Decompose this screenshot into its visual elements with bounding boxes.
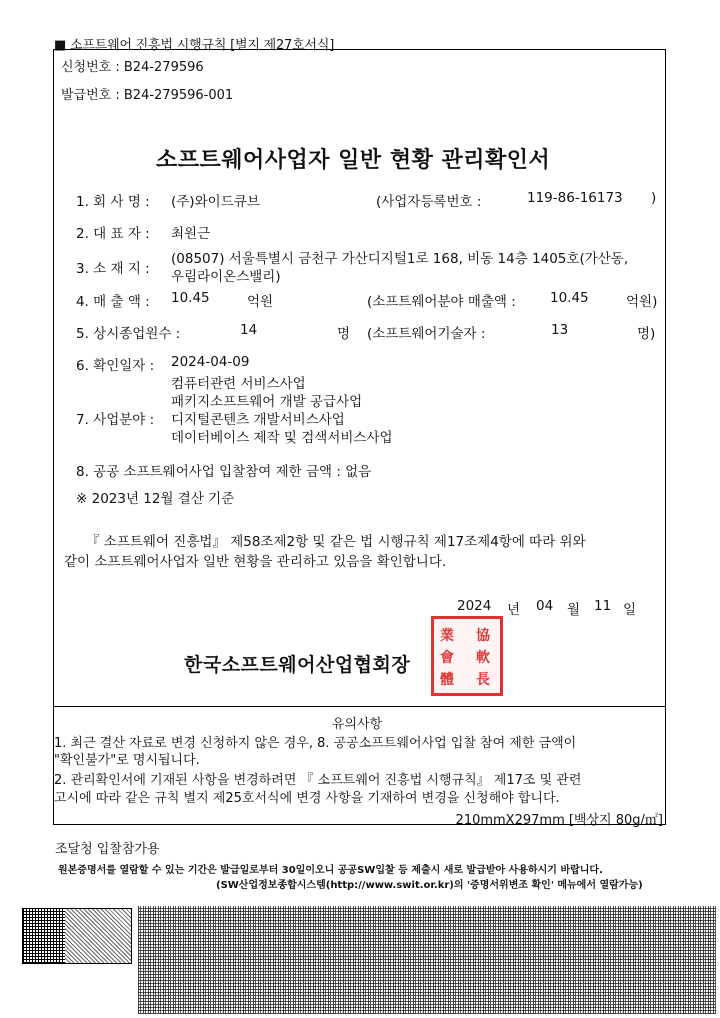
bizreg-close: ) bbox=[651, 190, 657, 206]
notes-line-3: 2. 관리확인서에 기재된 사항을 변경하려면 『 소프트웨어 진흥법 시행규칙』 제17조 및 관련 bbox=[54, 773, 582, 788]
seal-glyph: 體 bbox=[440, 672, 454, 688]
form-label: ■ 소프트웨어 진흥법 시행규칙 [별지 제27호서식] bbox=[54, 38, 335, 53]
confirm-date-value: 2024-04-09 bbox=[171, 354, 250, 370]
tech-label: (소프트웨어기술자 : bbox=[367, 326, 486, 342]
sw-sales-label: (소프트웨어분야 매출액 : bbox=[367, 294, 516, 310]
application-number: 신청번호 : B24-279596 bbox=[61, 60, 204, 75]
business-area-item: 패키지소프트웨어 개발 공급사업 bbox=[171, 394, 363, 410]
statement-line-1: 『 소프트웨어 진흥법』 제58조제2항 및 같은 법 시행규칙 제17조제4항에 따라 위와 bbox=[86, 534, 586, 550]
sales-unit: 억원 bbox=[247, 294, 274, 310]
certificate-frame bbox=[53, 49, 666, 828]
sales-label: 4. 매 출 액 : bbox=[76, 294, 150, 310]
staff-unit: 명 bbox=[337, 326, 351, 342]
footer-notice-1: 원본증명서를 열람할 수 있는 기간은 발급일로부터 30일이오니 공공SW입찰 등 제출시 새로 발급받아 사용하시기 바랍니다. bbox=[58, 865, 603, 876]
notes-line-4: 고시에 따라 같은 규칙 별지 제25호서식에 변경 사항을 기재하여 변경을 신청해야 합니다. bbox=[54, 791, 560, 806]
bizreg-label: (사업자등록번호 : bbox=[376, 194, 482, 210]
business-area-item: 디지털콘텐츠 개발서비스사업 bbox=[171, 412, 345, 428]
tech-unit: 명) bbox=[637, 326, 656, 342]
usage-label: 조달청 입찰참가용 bbox=[55, 842, 160, 857]
sw-sales-value: 10.45 bbox=[550, 290, 589, 306]
business-area-item: 컴퓨터관련 서비스사업 bbox=[171, 376, 306, 392]
ceo-label: 2. 대 표 자 : bbox=[76, 226, 150, 242]
issuer-name: 한국소프트웨어산업협회장 bbox=[184, 654, 411, 676]
seal-glyph: 協 bbox=[476, 628, 490, 644]
ceo-value: 최원근 bbox=[171, 226, 211, 242]
notes-line-1: 1. 최근 결산 자료로 변경 신청하지 않은 경우, 8. 공공소프트웨어사업 입찰 참여 제한 금액이 bbox=[54, 736, 577, 751]
issue-month: 04 bbox=[536, 598, 554, 614]
staff-value: 14 bbox=[240, 322, 258, 338]
notes-line-2: "확인불가"로 명시됩니다. bbox=[54, 753, 200, 768]
address-line-2: 우림라이온스밸리) bbox=[171, 269, 281, 285]
seal-glyph: 業 bbox=[440, 628, 454, 644]
issue-month-unit: 월 bbox=[567, 602, 581, 618]
staff-label: 5. 상시종업원수 : bbox=[76, 326, 181, 342]
document-title: 소프트웨어사업자 일반 현황 관리확인서 bbox=[156, 148, 551, 173]
company-label: 1. 회 사 명 : bbox=[76, 194, 150, 210]
company-value: (주)와이드큐브 bbox=[171, 194, 260, 210]
notes-heading: 유의사항 bbox=[332, 717, 383, 732]
issue-number: 발급번호 : B24-279596-001 bbox=[61, 88, 234, 103]
notes-section bbox=[54, 706, 665, 828]
sales-value: 10.45 bbox=[171, 290, 210, 306]
paper-spec: 210mmX297mm [백상지 80g/㎡] bbox=[455, 813, 663, 828]
issue-day-unit: 일 bbox=[623, 602, 637, 618]
sw-sales-unit: 억원) bbox=[626, 294, 658, 310]
settlement-note: ※ 2023년 12월 결산 기준 bbox=[76, 491, 235, 507]
bid-limit-text: 8. 공공 소프트웨어사업 입찰참여 제한 금액 : 없음 bbox=[76, 464, 372, 480]
seal-glyph: 軟 bbox=[476, 650, 490, 666]
footer-notice-2: (SW산업정보종합시스템(http://www.swit.or.kr)의 '증명서위변조 확인' 메뉴에서 열람가능) bbox=[216, 880, 643, 891]
statement-line-2: 같이 소프트웨어사업자 일반 현황을 관리하고 있음을 확인합니다. bbox=[64, 554, 447, 570]
official-seal bbox=[431, 616, 503, 696]
address-line-1: (08507) 서울특별시 금천구 가산디지털1로 168, 비동 14층 1405호(가산동, bbox=[171, 251, 629, 267]
issue-year-unit: 년 bbox=[507, 602, 521, 618]
confirm-date-label: 6. 확인일자 : bbox=[76, 358, 155, 374]
seal-glyph: 長 bbox=[476, 672, 490, 688]
business-area-item: 데이터베이스 제작 및 검색서비스사업 bbox=[171, 430, 393, 446]
address-label: 3. 소 재 지 : bbox=[76, 261, 150, 277]
2d-barcode-large bbox=[138, 906, 716, 1014]
tech-value: 13 bbox=[551, 322, 569, 338]
business-area-label: 7. 사업분야 : bbox=[76, 412, 155, 428]
issue-day: 11 bbox=[594, 598, 612, 614]
bizreg-value: 119-86-16173 bbox=[527, 190, 623, 206]
issue-year: 2024 bbox=[457, 598, 492, 614]
2d-barcode-small bbox=[22, 908, 132, 964]
seal-glyph: 會 bbox=[440, 650, 454, 666]
